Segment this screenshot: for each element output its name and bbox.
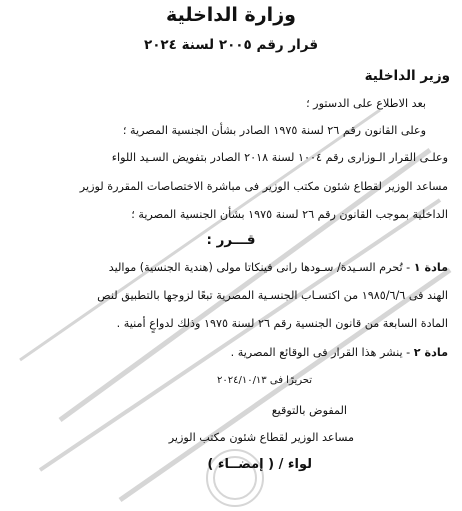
preamble-line-5: الداخلية بموجب القانون رقم ٢٦ لسنة ١٩٧٥ بشأن الجنسية المصرية ؛	[131, 208, 448, 221]
issuer-title: وزير الداخلية	[364, 68, 450, 84]
article-1-label: مادة ١	[413, 261, 448, 274]
ministry-title: وزارة الداخلية	[166, 4, 296, 26]
preamble-line-2: وعلى القانون رقم ٢٦ لسنة ١٩٧٥ الصادر بشأن الجنسية المصرية ؛	[122, 124, 426, 137]
article-1-line-3: المادة السابعة من قانون الجنسية رقم ٢٦ لسنة ١٩٧٥ وذلك لدواعٍ أمنية .	[116, 317, 448, 330]
signature-authority: المفوض بالتوقيع	[271, 404, 347, 417]
signature-name: لواء / ( إمضــاء )	[207, 457, 312, 472]
article-1-text: - تُحرم السـيدة/ سـودها رانى فينكاتا مولى (هندية الجنسية) مواليد	[108, 261, 414, 274]
preamble-line-1: بعد الاطلاع على الدستور ؛	[306, 97, 426, 110]
signature-position: مساعد الوزير لقطاع شئون مكتب الوزير	[168, 431, 354, 444]
article-2-text: - ينشر هذا القرار فى الوقائع المصرية .	[230, 346, 414, 359]
decree-number: قرار رقم ٢٠٠٥ لسنة ٢٠٢٤	[143, 37, 319, 53]
decision-heading: قـــرر :	[206, 232, 256, 248]
issue-date: تحريرًا فى ٢٠٢٤/١٠/١٣	[216, 375, 312, 386]
preamble-line-4: مساعد الوزير لقطاع شئون مكتب الوزير فى مباشرة الاختصاصات المقررة لوزير	[79, 180, 448, 193]
preamble-line-3: وعلـى القرار الـوزارى رقم ١٠٠٤ لسنة ٢٠١٨ الصادر بتفويض السـيد اللواء	[111, 151, 448, 164]
article-1-line-2: الهند فى ١٩٨٥/٦/٦ من اكتسـاب الجنسـية المصرية تبعًا لزوجها بالتطبيق لنص	[97, 289, 448, 302]
article-2-line	[231, 347, 448, 358]
article-1-line-1	[109, 262, 448, 273]
article-2-label: مادة ٢	[413, 346, 448, 359]
